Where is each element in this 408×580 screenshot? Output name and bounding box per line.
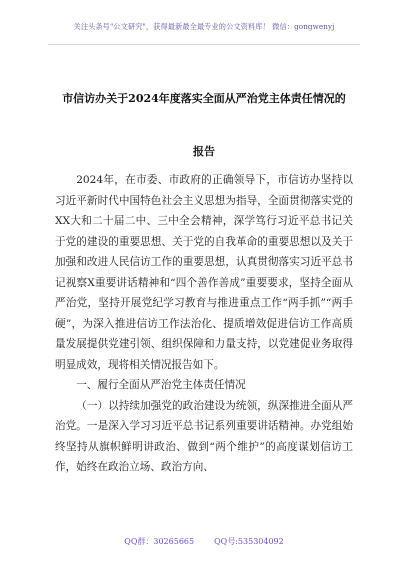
header-divider bbox=[48, 44, 360, 45]
document-subtitle: 报告 bbox=[193, 145, 215, 158]
footer-qq-number: QQ号:535304092 bbox=[214, 537, 284, 546]
document-body bbox=[55, 170, 353, 478]
footer-qq-group: QQ群：30265665 bbox=[124, 537, 195, 546]
header-note: 关注头条号"公文研究"，获得最新最全最专业的公文资料库！ 微信：gongwenyj bbox=[73, 22, 335, 31]
section-heading-1: 一、履行全面从严治党主体责任情况 bbox=[76, 379, 246, 391]
footer bbox=[0, 536, 408, 547]
body-paragraph-intro: 2024年，在市委、市政府的正确领导下，市信访办坚持以习近平新时代中国特色社会主义思想为指导，全面贯彻落实党的XX大和二十届二中、三中全会精神，深学笃行习近平总书记关于党的建设的重要思想、关于党的自我革命的重要思想以及关于加强和改进人民信访工作的重要思想，认真贯彻落实习近平总书记视察X重要讲话精神和“四个善作善成”重要要求，坚持全面从严治党，坚持开展党纪学习教育与推进重点工作“两手抓”“两手硬”，为深入推进信访工作法治化、提质增效促进信访工作高质量发展提供党建引领、组织保障和力量支持，以党建促业务取得明显成效，现将相关情况报告如下。 bbox=[55, 174, 353, 371]
document-title: 市信访办关于2024年度落实全面从严治党主体责任情况的 bbox=[62, 92, 346, 105]
body-paragraph-1: （一）以持续加强党的政治建设为统领，纵深推进全面从严治党。一是深入学习习近平总书记系列重要讲话精神。办党组始终坚持从旗帜鲜明讲政治、做到“两个维护”的高度谋划信访工作，始终在政治立场、政治方向、 bbox=[55, 399, 353, 473]
